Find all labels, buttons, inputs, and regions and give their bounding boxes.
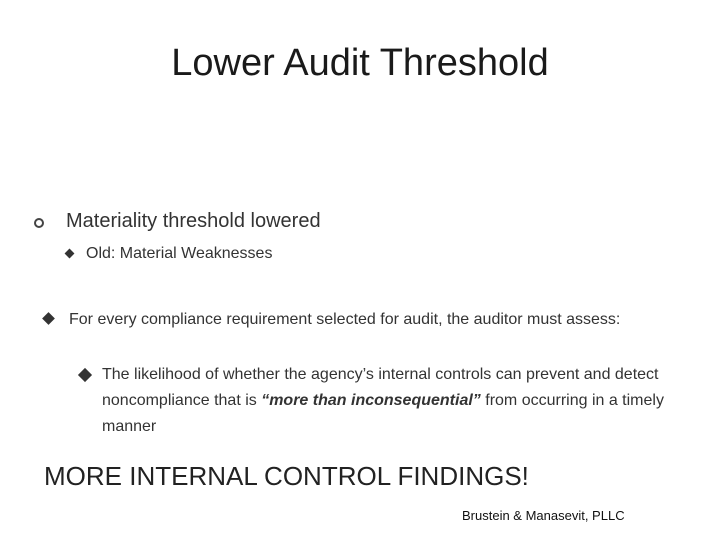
subbullet-likelihood-text: [102, 362, 670, 440]
bullet-materiality: [34, 210, 321, 233]
diamond-bullet-icon: [42, 312, 55, 325]
ring-bullet-icon: [34, 218, 44, 228]
slide-title: Lower Audit Threshold: [171, 42, 549, 84]
subbullet-old: [66, 245, 272, 263]
likelihood-text-end: from occurring in a timely manner: [102, 392, 664, 435]
subbullet-likelihood: [80, 362, 670, 440]
callout-findings: MORE INTERNAL CONTROL FINDINGS!: [44, 461, 529, 491]
footer-firm: Brustein & Manasevit, PLLC: [462, 508, 625, 523]
likelihood-emphasis: “more than inconsequential”: [261, 392, 481, 409]
likelihood-text-start: The likelihood of whether the agency’s internal controls can prevent and detect noncompliance that is: [102, 366, 659, 409]
bullet-materiality-text: Materiality threshold lowered: [66, 210, 321, 232]
diamond-bullet-icon: [65, 249, 75, 259]
bullet-compliance: [44, 309, 664, 330]
subbullet-old-text: Old: Material Weaknesses: [86, 245, 273, 262]
diamond-bullet-icon: [78, 368, 92, 382]
bullet-compliance-text: For every compliance requirement selected for audit, the auditor must assess:: [69, 311, 621, 328]
